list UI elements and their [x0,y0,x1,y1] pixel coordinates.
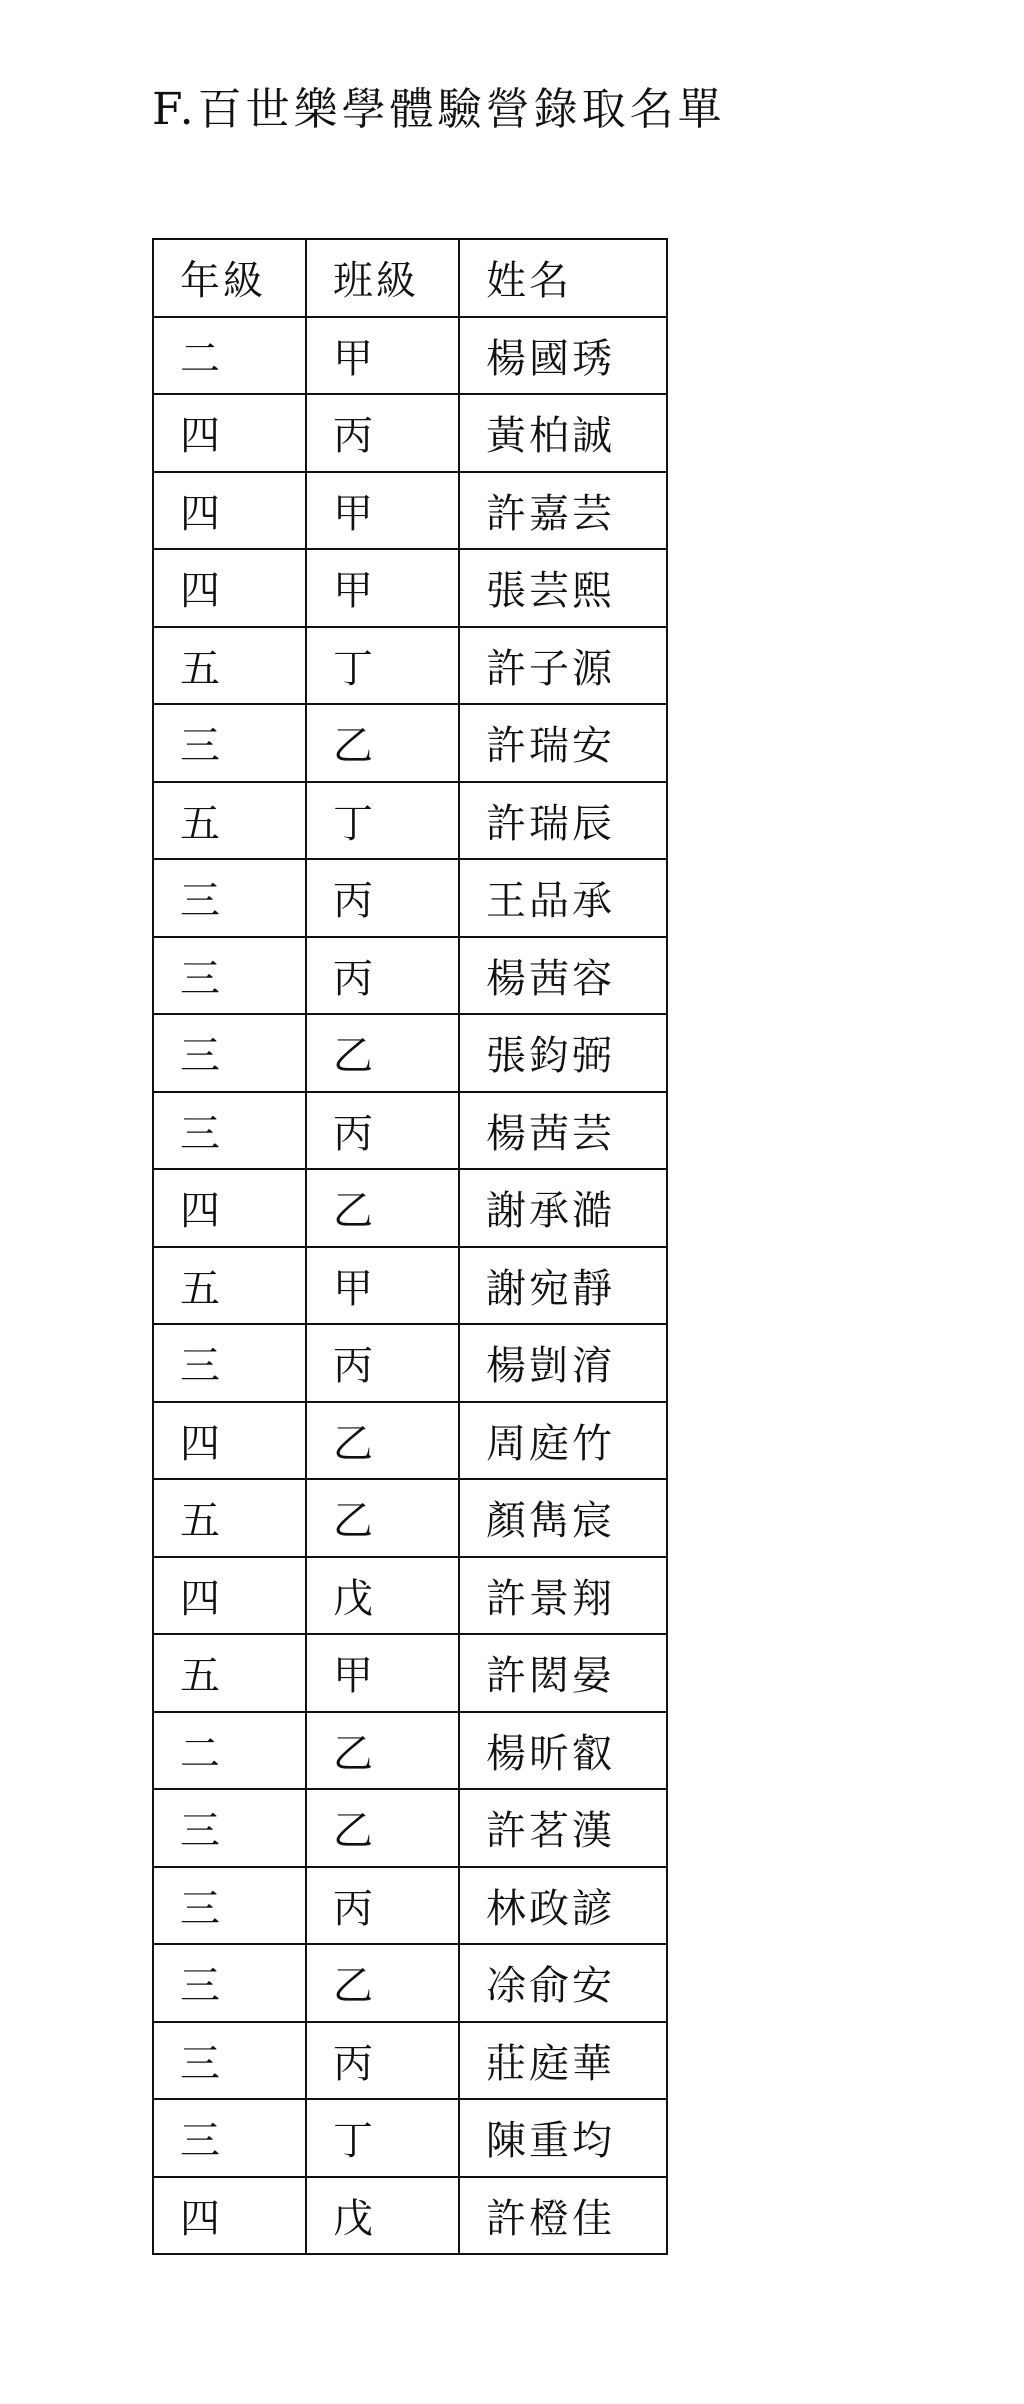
cell-name: 張芸熙 [459,549,667,627]
cell-class: 甲 [306,549,459,627]
cell-class: 甲 [306,472,459,550]
table-row [153,2099,667,2177]
cell-name: 楊茜芸 [459,1092,667,1170]
header-name: 姓名 [459,239,667,317]
cell-grade: 三 [153,1324,306,1402]
cell-grade: 四 [153,394,306,472]
cell-grade: 三 [153,1014,306,1092]
cell-name: 許子源 [459,627,667,705]
cell-name: 莊庭華 [459,2022,667,2100]
cell-grade: 四 [153,549,306,627]
cell-class: 丁 [306,627,459,705]
cell-grade: 四 [153,2177,306,2255]
cell-class: 丙 [306,394,459,472]
cell-grade: 三 [153,937,306,1015]
table-row [153,937,667,1015]
cell-class: 乙 [306,1402,459,1480]
table-row [153,1789,667,1867]
cell-class: 丙 [306,1092,459,1170]
cell-name: 林政諺 [459,1867,667,1945]
cell-grade: 五 [153,1479,306,1557]
cell-class: 丁 [306,2099,459,2177]
cell-class: 乙 [306,1789,459,1867]
table-row [153,2177,667,2255]
cell-grade: 四 [153,1557,306,1635]
cell-class: 乙 [306,704,459,782]
table-row [153,394,667,472]
cell-name: 許瑞安 [459,704,667,782]
table-row [153,1092,667,1170]
header-class: 班級 [306,239,459,317]
header-grade: 年級 [153,239,306,317]
table-row [153,1944,667,2022]
cell-name: 許茗漢 [459,1789,667,1867]
table-row [153,317,667,395]
cell-class: 乙 [306,1944,459,2022]
cell-name: 許橙佳 [459,2177,667,2255]
cell-name: 楊昕叡 [459,1712,667,1790]
cell-name: 楊茜容 [459,937,667,1015]
table-row [153,1324,667,1402]
cell-grade: 三 [153,2099,306,2177]
cell-grade: 三 [153,2022,306,2100]
table-row [153,859,667,937]
cell-grade: 五 [153,627,306,705]
table-row [153,1169,667,1247]
table-row [153,472,667,550]
cell-name: 陳重均 [459,2099,667,2177]
cell-name: 楊國琇 [459,317,667,395]
cell-name: 許閎晏 [459,1634,667,1712]
cell-grade: 三 [153,1789,306,1867]
cell-name: 凃俞安 [459,1944,667,2022]
table-row [153,1014,667,1092]
table-row [153,704,667,782]
cell-class: 甲 [306,1247,459,1325]
cell-name: 楊剴淯 [459,1324,667,1402]
table-row [153,1479,667,1557]
cell-grade: 四 [153,472,306,550]
cell-name: 王品承 [459,859,667,937]
cell-class: 乙 [306,1479,459,1557]
document-title: F.百世樂學體驗營錄取名單 [152,84,726,135]
cell-name: 謝宛靜 [459,1247,667,1325]
table-row [153,1634,667,1712]
cell-class: 乙 [306,1169,459,1247]
cell-class: 甲 [306,317,459,395]
cell-class: 丁 [306,782,459,860]
cell-name: 黃柏誠 [459,394,667,472]
cell-name: 顏雋宸 [459,1479,667,1557]
cell-grade: 五 [153,782,306,860]
cell-grade: 二 [153,317,306,395]
cell-grade: 三 [153,1944,306,2022]
cell-class: 丙 [306,1324,459,1402]
cell-grade: 四 [153,1169,306,1247]
cell-grade: 五 [153,1247,306,1325]
cell-class: 丙 [306,859,459,937]
table-row [153,1712,667,1790]
cell-class: 丙 [306,1867,459,1945]
cell-name: 許嘉芸 [459,472,667,550]
table-row [153,1557,667,1635]
table-row [153,1247,667,1325]
cell-grade: 三 [153,704,306,782]
cell-grade: 五 [153,1634,306,1712]
cell-grade: 三 [153,1092,306,1170]
cell-class: 甲 [306,1634,459,1712]
cell-name: 許景翔 [459,1557,667,1635]
cell-name: 張鈞弼 [459,1014,667,1092]
table-row [153,1867,667,1945]
cell-name: 謝承澔 [459,1169,667,1247]
cell-grade: 三 [153,1867,306,1945]
cell-grade: 二 [153,1712,306,1790]
table-row [153,549,667,627]
cell-class: 丙 [306,937,459,1015]
cell-class: 乙 [306,1712,459,1790]
table-row [153,627,667,705]
cell-name: 許瑞辰 [459,782,667,860]
table-row [153,782,667,860]
table-row [153,1402,667,1480]
cell-grade: 三 [153,859,306,937]
table-body [153,317,667,2255]
cell-class: 丙 [306,2022,459,2100]
cell-grade: 四 [153,1402,306,1480]
cell-class: 戊 [306,2177,459,2255]
cell-class: 戊 [306,1557,459,1635]
cell-class: 乙 [306,1014,459,1092]
cell-name: 周庭竹 [459,1402,667,1480]
table-row [153,2022,667,2100]
admission-list-table [152,238,668,2255]
table-header-row [153,239,667,317]
